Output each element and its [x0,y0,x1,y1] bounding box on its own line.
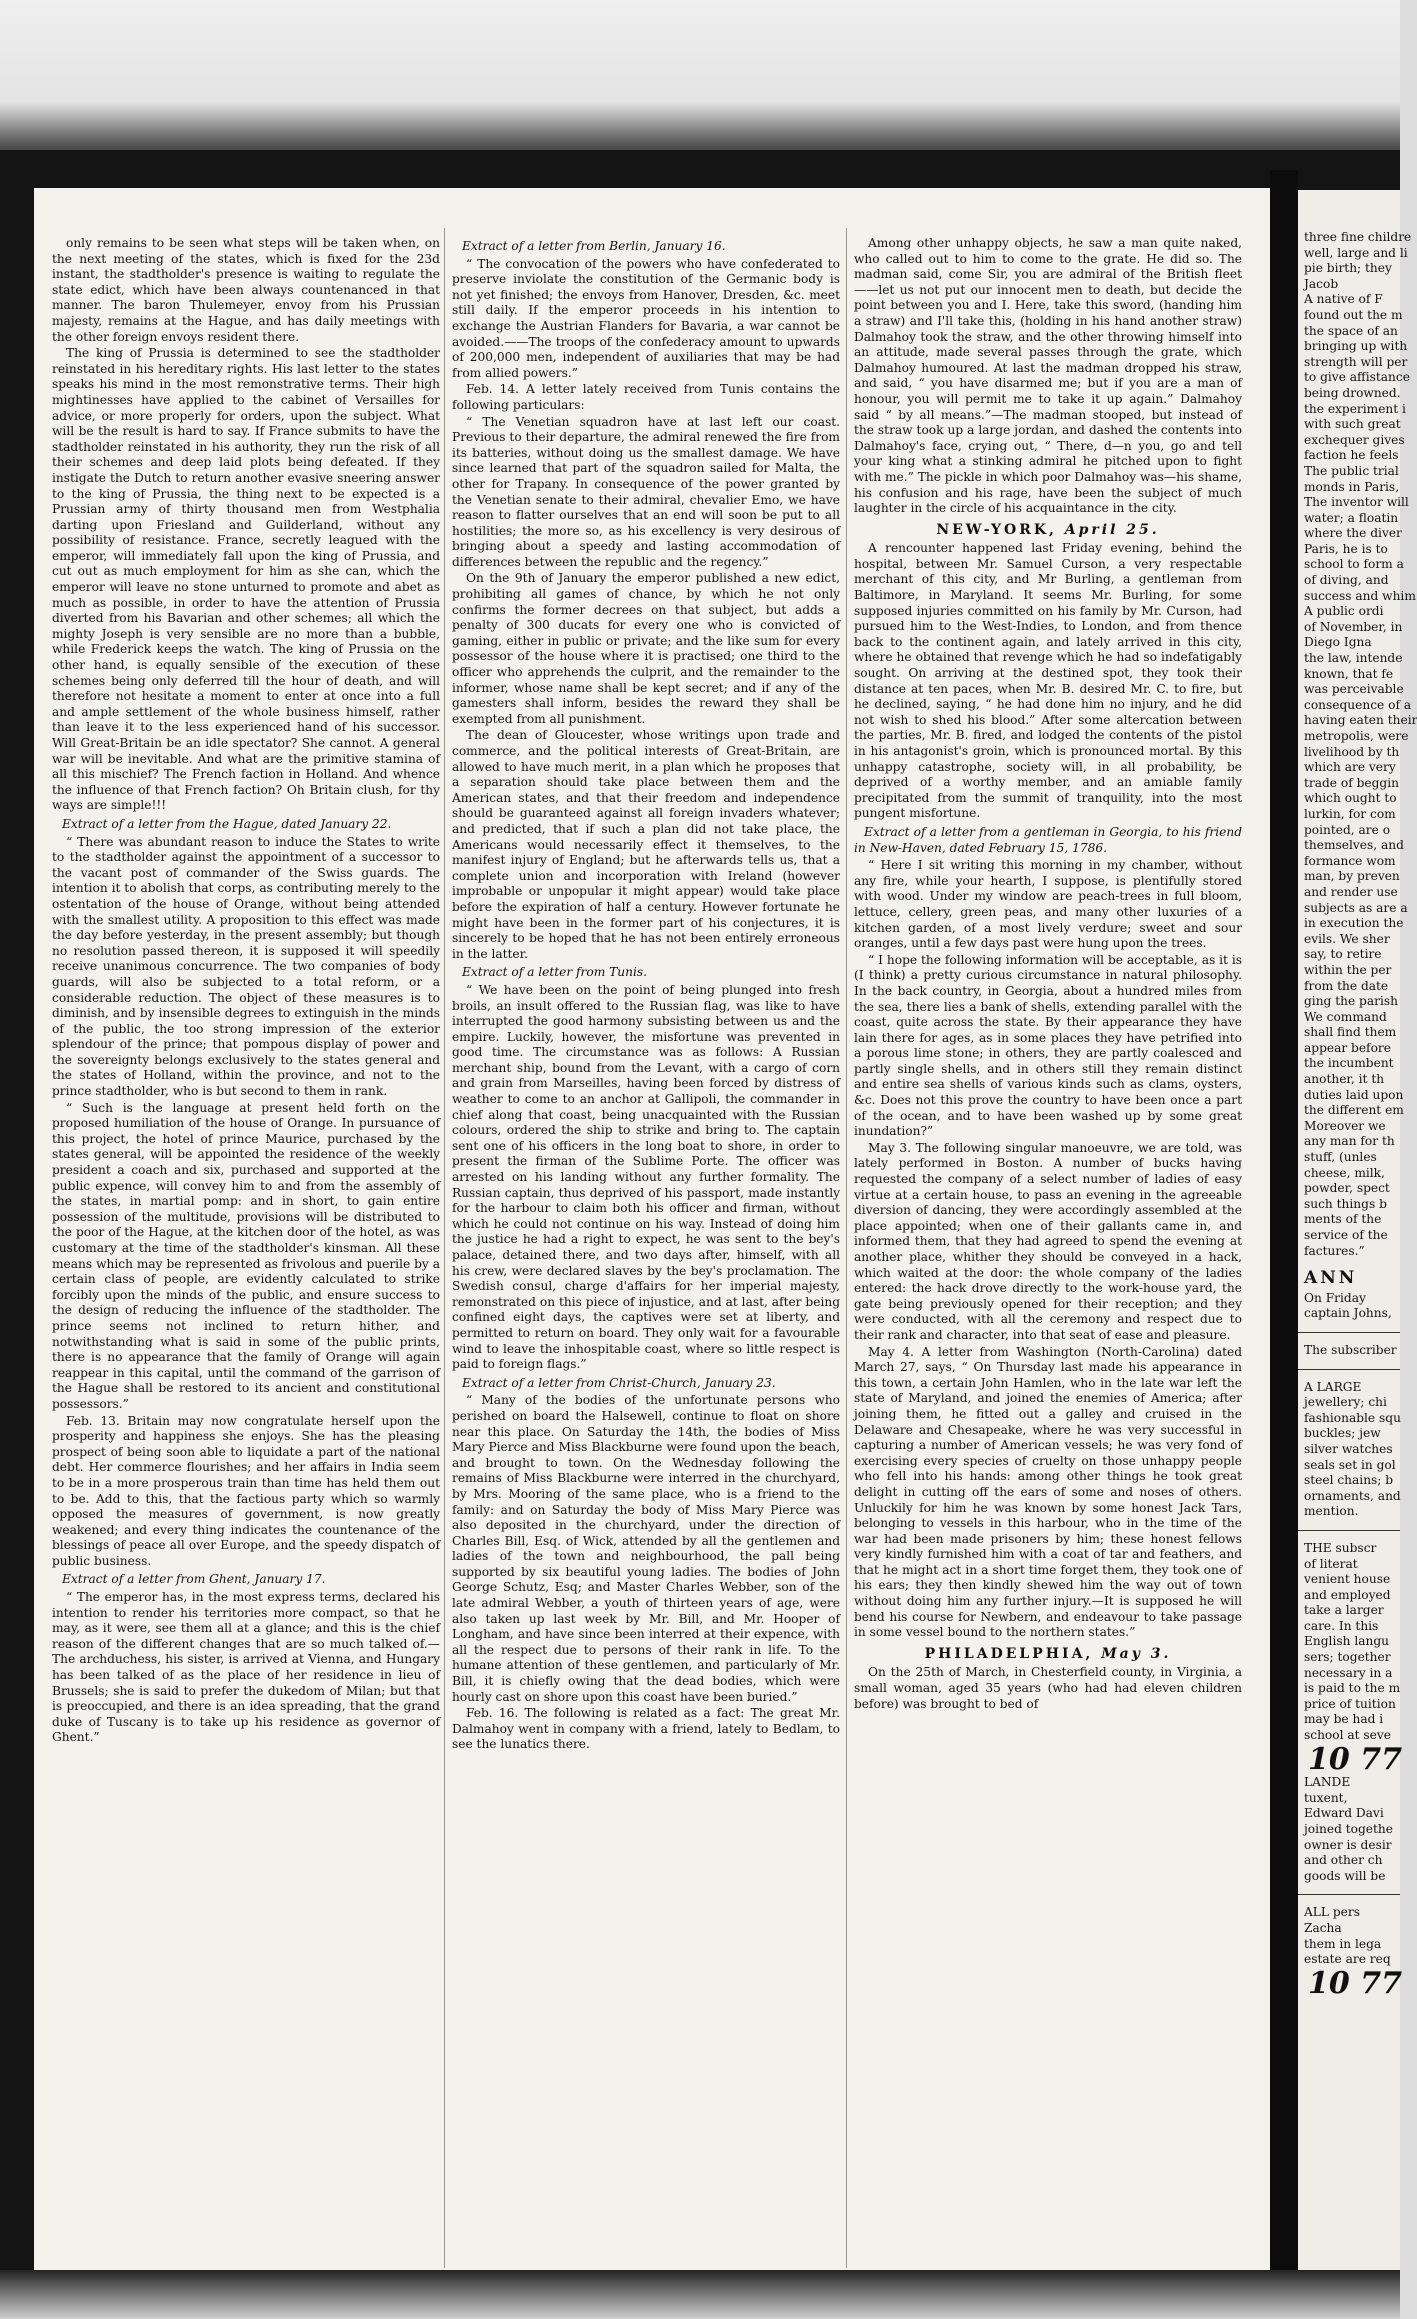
article-paragraph: “ The emperor has, in the most express terms, declared his intention to render his territories more compact, so that he may, as it were, see them all at a glance; and this is the chief reason of the different changes that are so much talked of.—The archduchess, his sister, is arrived at Vienna, and Hungary has been talked of as the place of her residence in lieu of Brussels; she is said to prefer the dukedom of Milan; but that is preoccupied, and there is an idea spreading, that the grand duke of Tuscany is to take up his residence as governor of Ghent.” [52,1590,440,1745]
fragment-line: school at seve [1304,1728,1391,1743]
fragment-line: and employed [1304,1587,1391,1602]
fragment-line: say, to retire [1304,947,1382,962]
fragment-line: goods will be [1304,1868,1386,1883]
article-paragraph: “ Many of the bodies of the unfortunate persons who perished on board the Halsewell, continue to float on shore near this place. On Saturday the 14th, the bodies of Miss Mary Pierce and Miss Blackburne were found upon the beach, and brought to town. On the Wednesday following the remains of Miss Blackburne were interred in the churchyard, by Mrs. Mooring of the same place, who is a friend to the family: and on Saturday the body of Miss Mary Pierce was also deposited in the churchyard, under the direction of Charles Bill, Esq. of Wick, attended by all the gentlemen and ladies of the town and neighbourhood, the pall being supported by six beautiful young ladies. The bodies of John George Schutz, Esq; and Master Charles Webber, son of the late admiral Webber, a youth of thirteen years of age, were also taken up last week by Mr. Bill, and Mr. Hooper of Longham, and have since been interred at their expence, with all the respect due to persons of their rank in life. To the humane attention of these gentlemen, and particularly of Mr. Bill, it is chiefly owing that the dead bodies, which were hourly cast on shore upon this coast have been buried.” [452,1393,840,1704]
article-paragraph: “ There was abundant reason to induce the States to write to the stadtholder against the appointment of a successor to the vacant post of commander of the Swiss guards. The intention it to abolish that corps, as contributing merely to the ostentation of the house of Orange, without being attended with the smallest utility. A proposition to this effect was made the day before yesterday, in the present assembly; but though no resolution passed thereon, it is supposed it will speedily receive unanimous concurrence. The two companies of body guards, will also be subjected to a total reform, or a considerable reduction. The object of these measures is to diminish, and by insensible degrees to extinguish in the minds of the public, the too strong impression of the exterior splendour of the prince; that pompous display of power and the sovereignty belongs exclusively to the states general and the states of Holland, within the province, and not to the prince stadtholder, who is but second to them in rank. [52,834,440,1099]
article-paragraph: Feb. 14. A letter lately received from Tunis contains the following particulars: [452,382,840,412]
fragment-line: owner is desir [1304,1837,1392,1852]
fragment-line: Moreover we [1304,1118,1386,1133]
newspaper-page [34,188,1270,2283]
article-paragraph: “ The convocation of the powers who have confederated to preserve inviolate the constitution of the Germanic body is not yet finished; the envoys from Hanover, Dresden, &c. meet still daily. If the emperor proceeds in his intention to exchange the Austrian Flanders for Bavaria, a war cannot be avoided.——The troops of the confederacy amount to upwards of 200,000 men, independent of auxiliaries that may be had from allied powers.” [452,256,840,380]
fragment-lines-top [1298,230,1417,1259]
fragment-line: to give affistance [1304,370,1410,385]
letter-heading: Extract of a letter from Berlin, January 16. [462,239,726,253]
letter-heading: Extract of a letter from a gentleman in Georgia, to his friend in New-Haven, dated February 15, 1786. [854,824,1242,855]
scan-bottom-margin [0,2270,1400,2319]
fragment-line: evils. We sher [1304,931,1390,946]
fragment-line: any man for th [1304,1134,1395,1149]
fragment-line: exchequer gives [1304,432,1405,447]
fragment-line: The inventor will [1304,495,1409,510]
fragment-line: THE subscr [1304,1540,1377,1555]
fragment-line: powder, spect [1304,1181,1390,1196]
fragment-line: well, large and li [1304,245,1408,260]
article-paragraph: “ The Venetian squadron have at last left our coast. Previous to their departure, the admiral renewed the fire from its batteries, without doing us the smallest damage. We have since learned that part of the squadron sailed for Malta, the other for Trapany. In consequence of the power granted by the Venetian senate to their admiral, chevalier Emo, we have reason to flatter ourselves that an end will soon be put to all hostilities; the more so, as his excellency is very desirous of bringing about a speedy and lasting accommodation of differences between the republic and the regency.” [452,414,840,569]
fragment-line: known, that fe [1304,666,1394,681]
fragment-rule [1298,1894,1400,1895]
fragment-line: within the per [1304,962,1392,977]
fragment-line: may be had i [1304,1712,1384,1727]
fragment-line: them in lega [1304,1936,1382,1951]
fragment-line: pie birth; they [1304,261,1392,276]
column-rule [444,228,445,2268]
article-paragraph: May 4. A letter from Washington (North-Carolina) dated March 27, says, “ On Thursday last made his appearance in this town, a certain John Hamlen, who in the late war left the state of Maryland, and joined the enemies of America; after joining them, he fitted out a galley and cruised in the Delaware and Chesapeake, where he was very successful in capturing a number of American vessels; he was very fond of exercising every species of cruelty on those unhappy people who fell into his hands: among other things he took great delight in cutting off the ears of some and noses of others. Unluckily for him he was known by some honest Jack Tars, belonging to vessels in this harbour, who in the time of the war had been made prisoners by him; these honest fellows very kindly furnished him with a coat of tar and feathers, and that he might act in a short time forget them, they took one of his ears; they then kindly shewed him the way out of town without doing him any further injury.—It is supposed he will bend his course for Newbern, and endeavour to take passage in some vessel bound to the northern states.” [854,1344,1242,1640]
article-paragraph: Feb. 16. The following is related as a fact: The great Mr. Dalmahoy went in company with a friend, lately to Bedlam, to see the lunatics there. [452,1706,840,1752]
article-paragraph: On the 9th of January the emperor published a new edict, prohibiting all games of chance, by which he not only confirms the former decrees on that subject, but adds a penalty of 300 ducats for every one who is convicted of gaming, either in public or private; and the like sum for every possessor of the house where it is practised; one third to the officer who apprehends the culprit, and the remainder to the informer, whose name shall be kept secret; and if any of the gamesters shall inform, besides the reward they shall be exempted from all punishment. [452,571,840,726]
fragment-line: themselves, and [1304,838,1404,853]
dateline-philadelphia: PHILADELPHIA, May 3. [924,1645,1172,1662]
fragment-line: stuff, (unles [1304,1150,1377,1165]
fragment-heading: ANN [1304,1268,1358,1289]
fragment-line: being drowned. [1304,385,1401,400]
fragment-line: shall find them [1304,1025,1397,1040]
column-2 [452,236,840,2266]
fragment-line: estate are req [1304,1952,1391,1967]
fragment-line: tuxent, [1304,1790,1348,1805]
fragment-line: the space of an [1304,323,1398,338]
fragment-line: ALL pers [1304,1905,1360,1920]
fragment-line: A native of F [1304,292,1383,307]
column-1 [52,236,440,2266]
fragment-line: subjects as are a [1304,900,1408,915]
article-paragraph: only remains to be seen what steps will be taken when, on the next meeting of the states, which is fixed for the 23d instant, the stadtholder's presence is waiting to regulate the state edict, which have been always countenanced in that manner. The baron Thulemeyer, envoy from his Prussian majesty, remains at the Hague, and has daily meetings with the other foreign envoys resident there. [52,236,440,344]
fragment-line: the law, intende [1304,651,1403,666]
fragment-ad-3 [1298,1775,1400,1884]
column-rule [846,228,847,2268]
fragment-line: Zacha [1304,1920,1342,1935]
fragment-line: jewellery; chi [1304,1395,1387,1410]
fragment-line: was perceivable [1304,682,1404,697]
letter-heading: Extract of a letter from Christ-Church, January 23. [462,1375,776,1390]
fragment-ad-4 [1298,1905,1400,1967]
article-paragraph: On the 25th of March, in Chesterfield county, in Virginia, a small woman, aged 35 years (who had had eleven children before) was brought to bed of [854,1665,1242,1711]
article-paragraph: Among other unhappy objects, he saw a man quite naked, who called out to him to come to the grate. He did so. The madman said, come Sir, you are admiral of the British fleet——let us not put our innocent men to death, but decide the point between you and I. Here, take this sword, (handing him a straw) and I'll take this, (holding in his hand another straw) Dalmahoy took the straw, and the other throwing himself into an attitude, made several passes through the grate, which Dalmahoy humoured. At last the madman dropped his straw, and said, “ you have disarmed me; but if you are a man of honour, you will permit me to take it up again.” Dalmahoy said “ by all means.”—The madman stooped, but instead of the straw took up a large jordan, and dashed the contents into Dalmahoy's face, crying out, “ There, d—n you, go and tell your king what a stinking admiral he pitched upon to fight with me.” The pickle in which poor Dalmahoy was—his shame, his confusion and his rage, have been the subject of much laughter in the circle of his acquaintance in the city. [854,236,1242,516]
fragment-line: LANDE [1304,1775,1351,1790]
fragment-line: monds in Paris, [1304,479,1400,494]
fragment-line: appear before [1304,1040,1391,1055]
fragment-line: ornaments, and [1304,1488,1401,1503]
fragment-line: necessary in a [1304,1665,1393,1680]
fragment-rule [1298,1530,1400,1531]
fragment-handwritten-mark: 10 77 [1308,1965,1402,2001]
fragment-line: fashionable squ [1304,1410,1401,1425]
fragment-line: success and whim [1304,588,1416,603]
fragment-line: is paid to the m [1304,1681,1401,1696]
fragment-line: such things b [1304,1196,1387,1211]
fragment-line: Diego Igna [1304,635,1372,650]
scan-top-margin [0,0,1400,170]
fragment-line: mention. [1304,1504,1359,1519]
fragment-line: price of tuition [1304,1696,1396,1711]
fragment-line: another, it th [1304,1072,1385,1087]
fragment-line: bringing up with [1304,339,1408,354]
article-paragraph: The dean of Gloucester, whose writings upon trade and commerce, and the political interests of Great-Britain, are allowed to have much merit, in a plan which he proposes that a separation should take place between them and the American states, and that their freedom and independence should be guaranteed against all foreign invaders whatever; and predicted, that if such a plan did not take place, the Americans would necessarily effect it themselves, to the manifest injury of England; but he afterwards tells us, that a complete union and incorporation with Ireland (however improbable or unpopular it might appear) would take place before the expiration of half a century. However fortunate he might have been in the former part of his conjectures, it is sincerely to be hoped that he has not been entirely erroneous in the latter. [452,728,840,961]
fragment-line: which are very [1304,760,1396,775]
page-gutter [1270,170,1298,2290]
fragment-line: joined togethe [1304,1822,1393,1836]
fragment-line: venient house [1304,1572,1391,1587]
fragment-line: cheese, milk, [1304,1165,1385,1180]
fragment-line: the experiment i [1304,401,1406,416]
letter-heading: Extract of a letter from Ghent, January 17. [62,1572,326,1587]
article-paragraph: “ Such is the language at present held forth on the proposed humiliation of the house of Orange. In pursuance of this project, the hotel of prince Maurice, purchased by the states general, will be appointed the residence of the weekly president a coach and six, purchased and supported at the public expence, will convey him to and from the assembly of the states, in martial pomp: and in short, to gain entire possession of the multitude, provisions will be distributed to the poor of the Hague, at the kitchen door of the hotel, as was customary at the time of the stadtholder's kinsman. All these means which may be represented as frivolous and puerile by a certain class of people, are evidently calculated to strike forcibly upon the minds of the public, and ensure success to the design of reducing the influence of the stadtholder. The prince seems not inclined to return hither, and notwithstanding what is said in some of the public prints, there is no appearance that the family of Orange will again reappear in this capital, until the command of the garrison of the Hague shall be restored to its ancient and constitutional possessors.” [52,1100,440,1411]
fragment-line: Jacob [1304,276,1339,291]
fragment-line: lurkin, for com [1304,806,1396,821]
fragment-line: having eaten their [1304,713,1417,728]
letter-heading: Extract of a letter from the Hague, dated January 22. [62,816,392,831]
fragment-line: which ought to [1304,791,1397,806]
fragment-line: man, by preven [1304,869,1400,884]
fragment-line: Edward Davi [1304,1806,1384,1821]
fragment-line: A public ordi [1304,604,1384,619]
article-paragraph: “ I hope the following information will be acceptable, as it is (I think) a pretty curious circumstance in natural philosophy. In the back country, in Georgia, about a hundred miles from the sea, there lies a bank of shells, extending parallel with the coast, quite across the state. By their appearance they have lain there for ages, as in some places they have petrified into a porous lime stone; in others, they are partly coalesced and partly single shells, and in others still they remain distinct and entire sea shells of various kinds such as clams, oysters, &c. Does not this prove the country to have been once a part of the ocean, and to have been washed up by some great inundation?” [854,952,1242,1139]
fragment-line: service of the [1304,1228,1388,1242]
fragment-line: Paris, he is to [1304,541,1388,556]
fragment-line: factures.” [1304,1243,1365,1258]
article-paragraph: “ We have been on the point of being plunged into fresh broils, an insult offered to the Russian flag, was like to have interrupted the good harmony subsisting between us and the empire. Luckily, however, the misfortune was prevented in good time. The circumstance was as follows: A Russian merchant ship, bound from the Levant, with a cargo of corn and grain from Marseilles, having been forced by distress of weather to come to an anchor at Gallipoli, the commander in chief along that coast, being unacquainted with the Russian colours, ordered the ship to strike and bring to. The captain sent one of his officers in the long boat to shore, in order to present the firman of the Sublime Porte. The officer was arrested on his landing without any further formality. The Russian captain, thus deprived of his passport, made instantly for the harbour to claim both his officer and firman, without which he could not continue on his way. Instead of doing him the justice he had a right to expect, he was sent to the bey's palace, detained there, and two days after, himself, with all his crew, were declared slaves by the bey's proclamation. The Swedish consul, charge d'affairs for her imperial majesty, remonstrated on this piece of injustice, and at last, after being confined eight days, the captives were set at liberty, and permitted to return on board. They only wait for a favourable wind to leave the inhospitable coast, where so little respect is paid to foreign flags.” [452,982,840,1372]
fragment-line: faction he feels [1304,448,1399,463]
fragment-line: silver watches [1304,1441,1393,1456]
fragment-line: strength will per [1304,354,1408,369]
fragment-line: steel chains; b [1304,1473,1394,1488]
fragment-ad-1 [1298,1380,1400,1520]
fragment-ad-2 [1298,1541,1400,1744]
article-paragraph: A rencounter happened last Friday evening, behind the hospital, between Mr. Samuel Curson, a very respectable merchant of this city, and Mr Burling, a gentleman from Baltimore, in Maryland. It seems Mr. Burling, for some supposed injuries committed on his family by Mr. Curson, had pursued him to the West-Indies, to London, and from thence back to the continent again, and lately arrived in this city, where he obtained that revenge which he had so indefatigably sought. On arriving at the destined spot, they took their distance at ten paces, when Mr. B. desired Mr. C. to fire, but he declined, saying, “ he had done him no injury, and he did not wish to shed his blood.” After some altercation between the parties, Mr. B. fired, and lodged the contents of the pistol in his antagonist's groin, which is pronounced mortal. By this unhappy catastrophe, society will, in all probability, be deprived of a worthy member, and an amiable family precipitated from the summit of tranquility, into the most pungent misfortune. [854,541,1242,821]
fragment-line: buckles; jew [1304,1426,1381,1441]
fragment-line: water; a floatin [1304,510,1399,525]
fragment-line: We command [1304,1009,1387,1024]
fragment-line: The public trial [1304,463,1399,478]
column-3 [854,236,1242,2266]
fragment-rule [1298,1369,1400,1370]
fragment-line: formance wom [1304,853,1396,868]
fragment-line: trade of beggin [1304,775,1399,790]
letter-heading: Extract of a letter from Tunis. [462,965,647,980]
fragment-line: school to form a [1304,557,1404,572]
fragment-line: and render use [1304,884,1398,899]
fragment-line: seals set in gol [1304,1457,1396,1472]
fragment-line: duties laid upon [1304,1087,1404,1102]
fragment-line: care. In this [1304,1618,1379,1633]
fragment-line: sers; together [1304,1650,1391,1665]
fragment-rule [1298,1332,1400,1333]
fragment-line: English langu [1304,1634,1389,1649]
fragment-line: take a larger [1304,1603,1384,1618]
article-paragraph: Feb. 13. Britain may now congratulate herself upon the prosperity and happiness she enjoys. She has the pleasing prospect of being soon able to liquidate a part of the national debt. Her commerce flourishes; and her affairs in India seem to be in a more prosperous train than time has held them out to be. Add to this, that the factious party which so warmly opposed the measures of government, is now greatly weakened; and every thing indicates the countenance of the blessings of peace all over Europe, and the speedy dispatch of public business. [52,1413,440,1568]
fragment-line: of diving, and [1304,573,1389,588]
fragment-line: livelihood by th [1304,744,1400,759]
fragment-line: and other ch [1304,1853,1383,1868]
fragment-line: where the diver [1304,526,1402,541]
fragment-line: of November, in [1304,619,1403,634]
dateline-new-york: NEW-YORK, April 25. [936,521,1160,538]
fragment-line: consequence of a [1304,697,1412,712]
fragment-subscriber: The subscriber [1304,1342,1397,1357]
fragment-line: three fine childre [1304,230,1412,244]
fragment-line: ments of the [1304,1212,1382,1227]
article-paragraph: “ Here I sit writing this morning in my chamber, without any fire, while your hearth, I suppose, is plentifully stored with wood. Under my window are peach-trees in full bloom, lettuce, cellery, green peas, and many other luxuries of a kitchen garden, of a most lively verdure; sweet and sour oranges, until a few days past were hung upon the trees. [854,858,1242,951]
fragment-line: found out the m [1304,307,1403,322]
fragment-line: of literat [1304,1556,1358,1571]
fragment-line: in execution the [1304,916,1404,931]
fragment-line: the incumbent [1304,1056,1394,1071]
fragment-lines-mid [1298,1291,1400,1322]
fragment-line: pointed, are o [1304,822,1391,837]
fragment-line: On Friday [1304,1290,1366,1305]
fragment-line: from the date [1304,978,1389,993]
fragment-line: with such great [1304,417,1401,432]
fragment-handwritten-mark: 10 77 [1308,1741,1402,1777]
article-paragraph: The king of Prussia is determined to see the stadtholder reinstated in his hereditary rights. His last letter to the states speaks his mind in the most remonstrative terms. Their high mightinesses have applied to the cabinet of Versailles for advice, or more properly for orders, upon the subject. What will be the result is hard to say. If France submits to have the stadtholder reinstated in his authority, they run the risk of all their schemes and deep laid plots being defeated. If they instigate the Dutch to return another evasive sneering answer to the king of Prussia, the thing next to be expected is a Prussian army of thirty thousand men from Westphalia darting upon Friesland and Guilderland, without any possibility of resistance. France, secretly leagued with the emperor, will immediately fall upon the king of Prussia, and cut out as much employment for him as she can, which the emperor will leave no stone unturned to promote and abet as much as possible, in order to have the attention of Prussia diverted from his Bavarian and other schemes; all which the mighty Joseph is very sensible are no more than a bubble, while Frederick keeps the watch. The king of Prussia on the other hand, is equally sensible of the execution of these schemes being only deferred till the hour of death, and will therefore not hesitate a moment to enter at once into a full and ample settlement of the whole business himself, rather than leave it to the less experienced hand of his successor. Will Great-Britain be an idle spectator? She cannot. A general war will be inevitable. And what are the primitive stamina of all this mischief? The French faction in Holland. And whence the influence of that French faction? Oh Britain clush, for thy ways are simple!!! [52,346,440,813]
adjacent-page-fragment [1298,190,1417,2270]
fragment-line: A LARGE [1304,1379,1362,1394]
article-paragraph: May 3. The following singular manoeuvre, we are told, was lately performed in Boston. A number of bucks having requested the company of a select number of ladies of easy virtue at a certain house, to pass an evening in the agreeable diversion of dancing, they were accordingly assembled at the place appointed; when one of their gallants came in, and informed them, that they had agreed to spend the evening at another place, whither they should be conveyed in a hack, which waited at the door: the whole company of the ladies entered: the hack drove directly to the work-house yard, the gate being previously opened for their reception; and they were conducted, with all the ceremony and respect due to their rank and character, into that seat of ease and pleasure. [854,1140,1242,1342]
fragment-line: captain Johns, [1304,1306,1392,1321]
fragment-line: metropolis, were [1304,729,1409,743]
fragment-line: ging the parish [1304,994,1398,1009]
fragment-line: the different em [1304,1103,1404,1118]
